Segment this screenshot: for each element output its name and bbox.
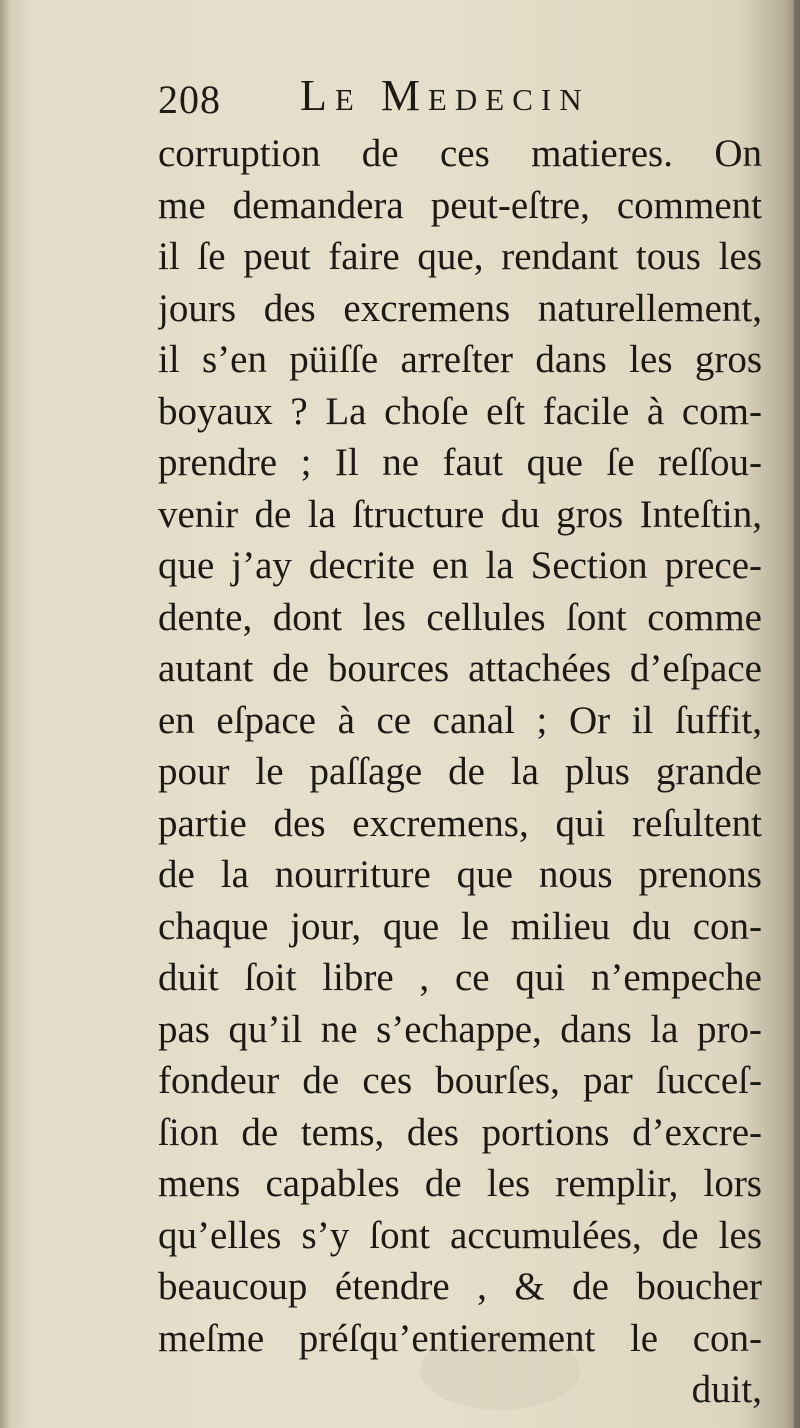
text-line: que j’ay decrite en la Section prece-	[158, 544, 762, 587]
text-line: corruption de ces matieres. On	[158, 132, 762, 175]
page-number: 208	[158, 77, 221, 122]
text-line: prendre ; Il ne faut que ſe reſſou-	[158, 441, 762, 484]
text-line: boyaux ? La choſe eſt facile à com-	[158, 389, 762, 433]
text-line: me demandera peut-eſtre, comment	[158, 183, 762, 227]
running-header	[158, 70, 758, 130]
text-line: dente, dont les cellules ſont comme	[158, 595, 762, 639]
text-line: autant de bources attachées d’eſpace	[158, 647, 762, 690]
body-text	[158, 128, 762, 1416]
text-line: pour le paſſage de la plus grande	[158, 750, 762, 793]
text-line: meſme préſqu’entierement le con-	[158, 1316, 762, 1360]
text-line: de la nourriture que nous prenons	[158, 853, 762, 896]
text-line: qu’elles s’y ſont accumulées, de les	[158, 1213, 762, 1257]
text-line: venir de la ſtructure du gros Inteſtin,	[158, 492, 762, 536]
page-edge	[794, 0, 800, 1428]
text-line: mens capables de les remplir, lors	[158, 1162, 762, 1205]
text-line: ſion de tems, des portions d’excre-	[158, 1110, 762, 1154]
text-line: fondeur de ces bourſes, par ſucceſ-	[158, 1059, 762, 1102]
text-line: partie des excremens, qui reſultent	[158, 801, 762, 845]
text-line: en eſpace à ce canal ; Or il ſuffit,	[158, 698, 762, 742]
text-line: duit ſoit libre , ce qui n’empeche	[158, 956, 762, 999]
text-line: il ſe peut faire que, rendant tous les	[158, 235, 762, 278]
gutter-shadow	[0, 0, 10, 1428]
catchword: duit,	[691, 1368, 762, 1411]
running-title: Le Medecin	[300, 71, 590, 120]
text-line: jours des excremens naturellement,	[158, 286, 762, 330]
text-line: il s’en püiſſe arreſter dans les gros	[158, 338, 762, 381]
text-line: beaucoup étendre , & de boucher	[158, 1265, 762, 1308]
text-line: pas qu’il ne s’echappe, dans la pro-	[158, 1007, 762, 1051]
text-line: chaque jour, que le milieu du con-	[158, 904, 762, 948]
